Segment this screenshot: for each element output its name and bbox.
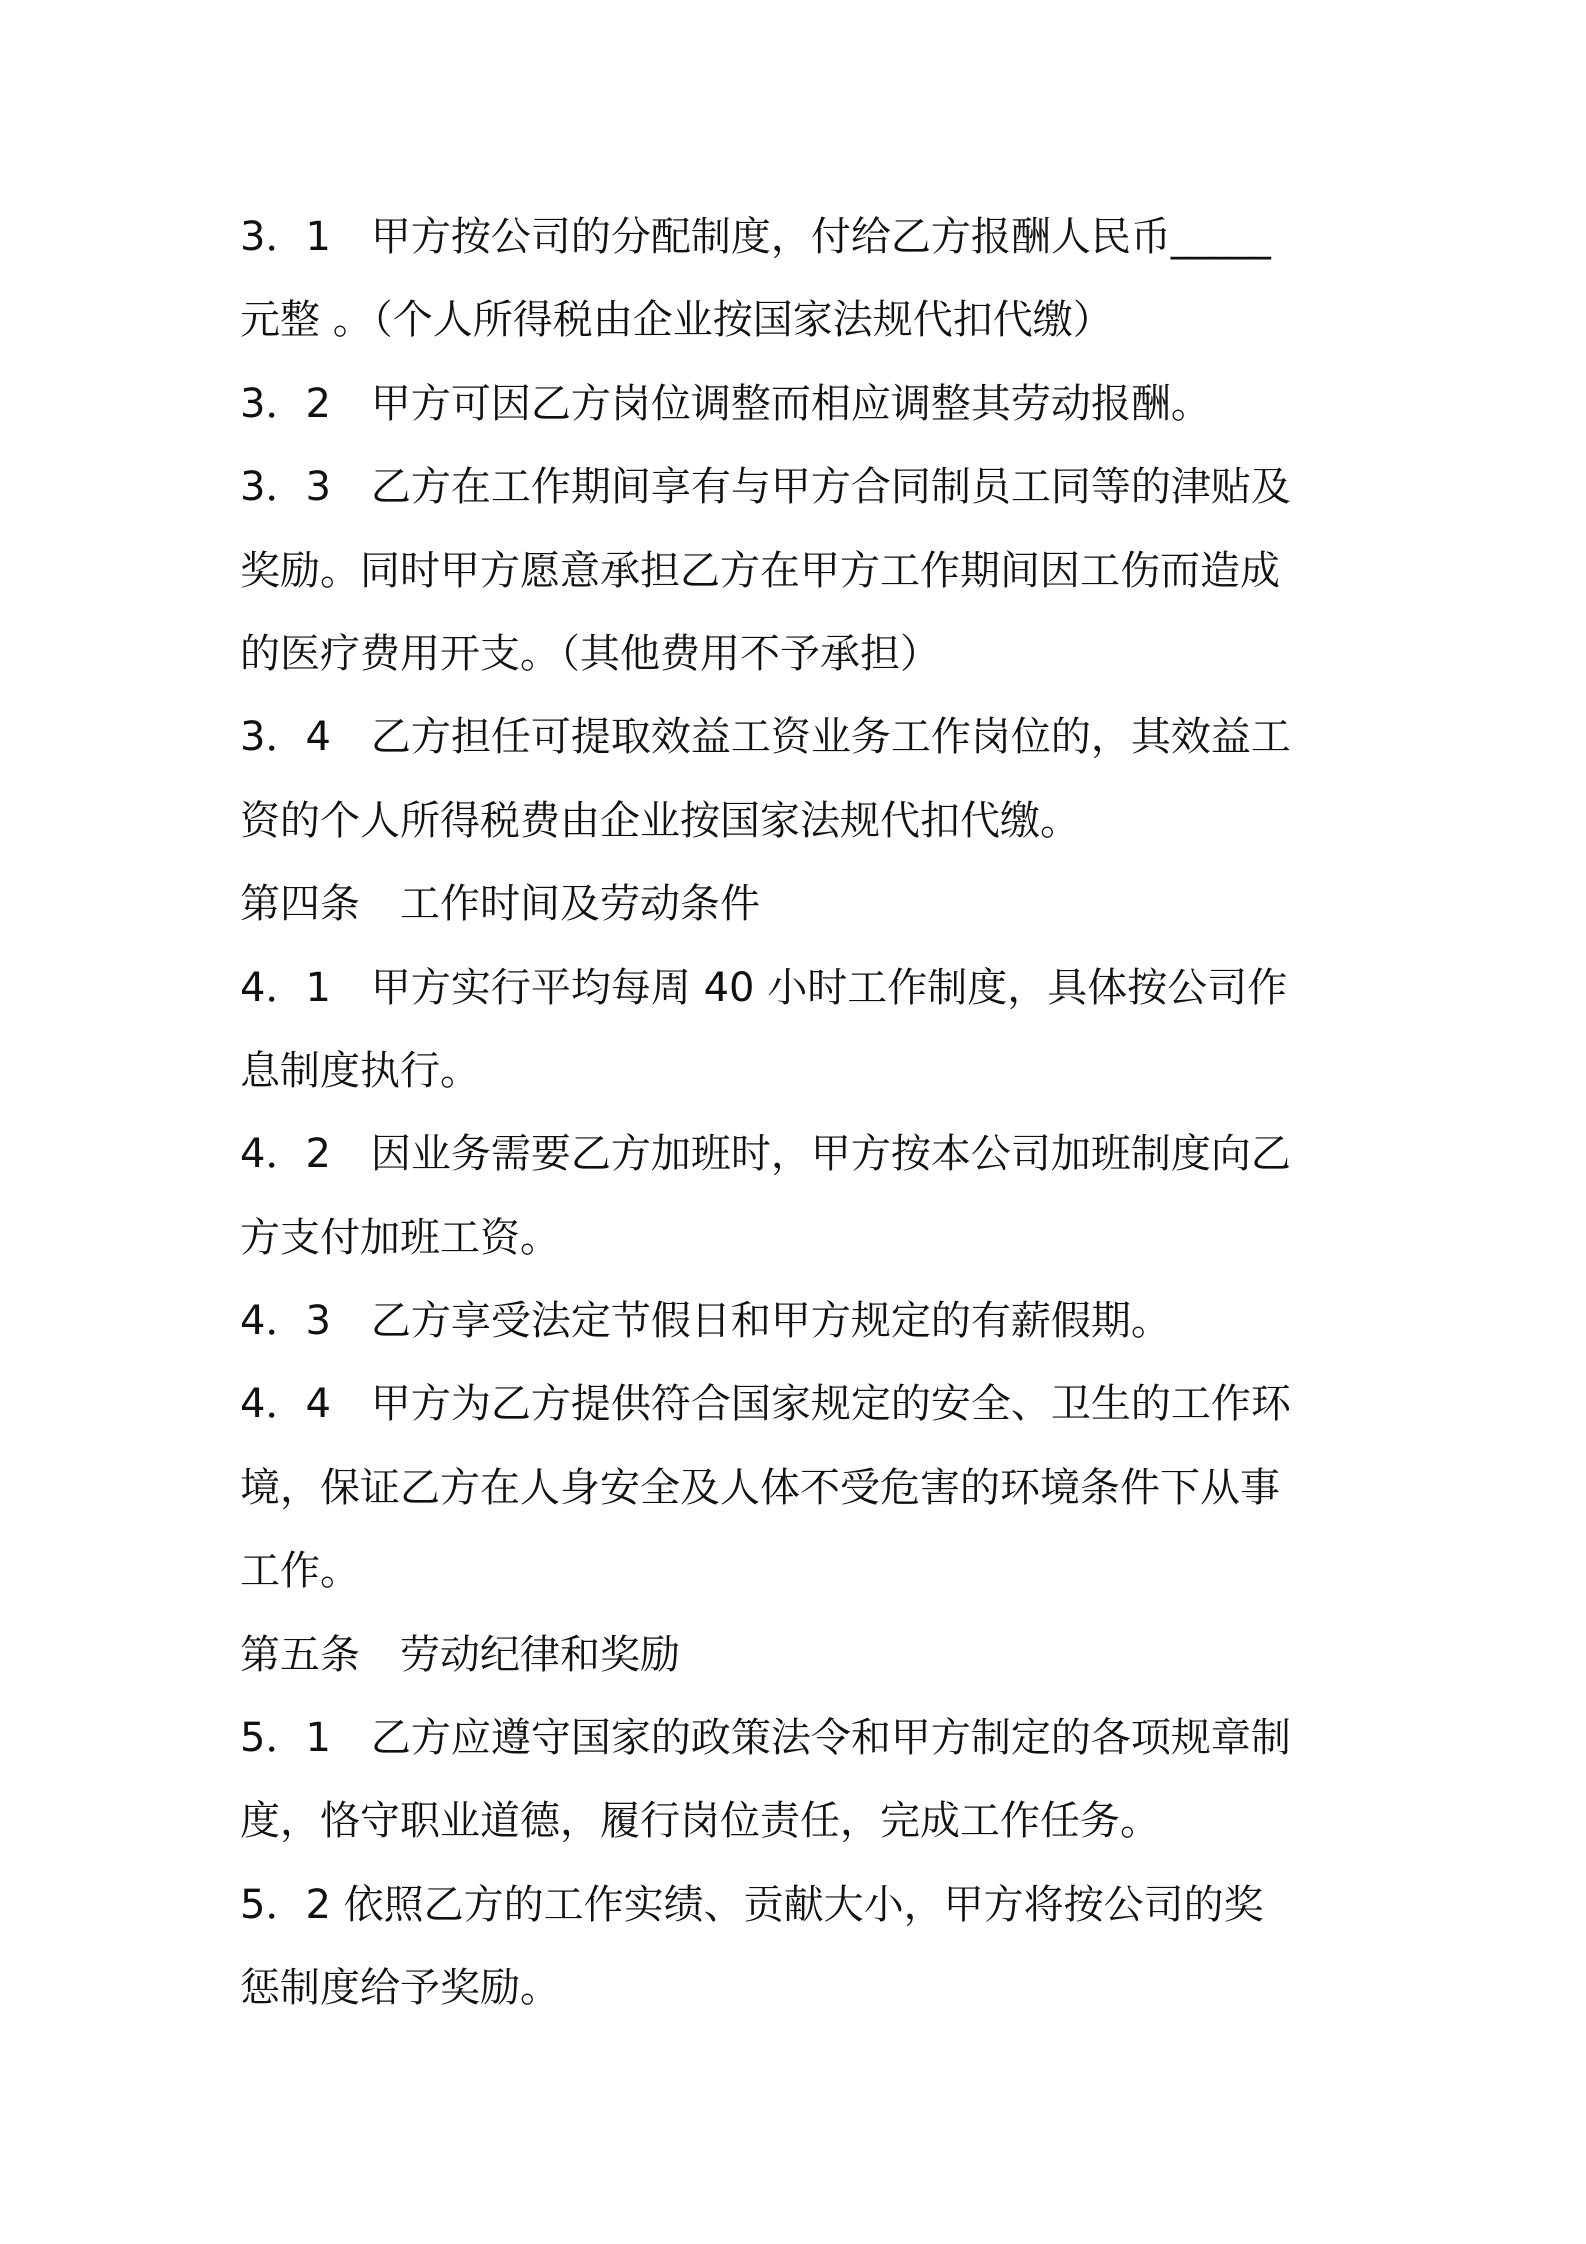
line-5-1-a: 5．1 乙方应遵守国家的政策法令和甲方制定的各项规章制 xyxy=(240,1715,1291,1762)
line-4-2-b: 方支付加班工资。 xyxy=(240,1214,560,1261)
line-4-3: 4．3 乙方享受法定节假日和甲方规定的有薪假期。 xyxy=(240,1298,1171,1345)
line-4-4-a: 4．4 甲方为乙方提供符合国家规定的安全、卫生的工作环 xyxy=(240,1381,1291,1428)
line-4-1-b: 息制度执行。 xyxy=(240,1047,480,1094)
line-3-1-b: 元整 。（个人所得税由企业按国家法规代扣代缴） xyxy=(240,297,1113,344)
line-5-2-b: 惩制度给予奖励。 xyxy=(240,1965,560,2012)
line-4-4-c: 工作。 xyxy=(240,1548,360,1595)
line-4-1-a: 4．1 甲方实行平均每周 40 小时工作制度，具体按公司作 xyxy=(240,964,1288,1011)
line-3-4-b: 资的个人所得税费由企业按国家法规代扣代缴。 xyxy=(240,797,1080,844)
line-3-4-a: 3．4 乙方担任可提取效益工资业务工作岗位的，其效益工 xyxy=(240,714,1291,761)
contract-page xyxy=(240,196,1360,2031)
line-3-3-c: 的医疗费用开支。（其他费用不予承担） xyxy=(240,630,940,677)
line-5-2-a: 5．2 依照乙方的工作实绩、贡献大小，甲方将按公司的奖 xyxy=(240,1881,1264,1928)
article-5-heading: 第五条 劳动纪律和奖励 xyxy=(240,1631,680,1678)
line-3-3-a: 3．3 乙方在工作期间享有与甲方合同制员工同等的津贴及 xyxy=(240,464,1291,511)
line-3-1-a: 3．1 甲方按公司的分配制度，付给乙方报酬人民币_____ xyxy=(240,214,1271,260)
article-4-heading: 第四条 工作时间及劳动条件 xyxy=(240,881,760,928)
line-4-4-b: 境，保证乙方在人身安全及人体不受危害的环境条件下从事 xyxy=(240,1464,1280,1511)
line-4-2-a: 4．2 因业务需要乙方加班时，甲方按本公司加班制度向乙 xyxy=(240,1131,1291,1178)
line-5-1-b: 度，恪守职业道德，履行岗位责任，完成工作任务。 xyxy=(240,1798,1160,1845)
line-3-3-b: 奖励。同时甲方愿意承担乙方在甲方工作期间因工伤而造成 xyxy=(240,547,1280,594)
line-3-2: 3．2 甲方可因乙方岗位调整而相应调整其劳动报酬。 xyxy=(240,380,1211,427)
